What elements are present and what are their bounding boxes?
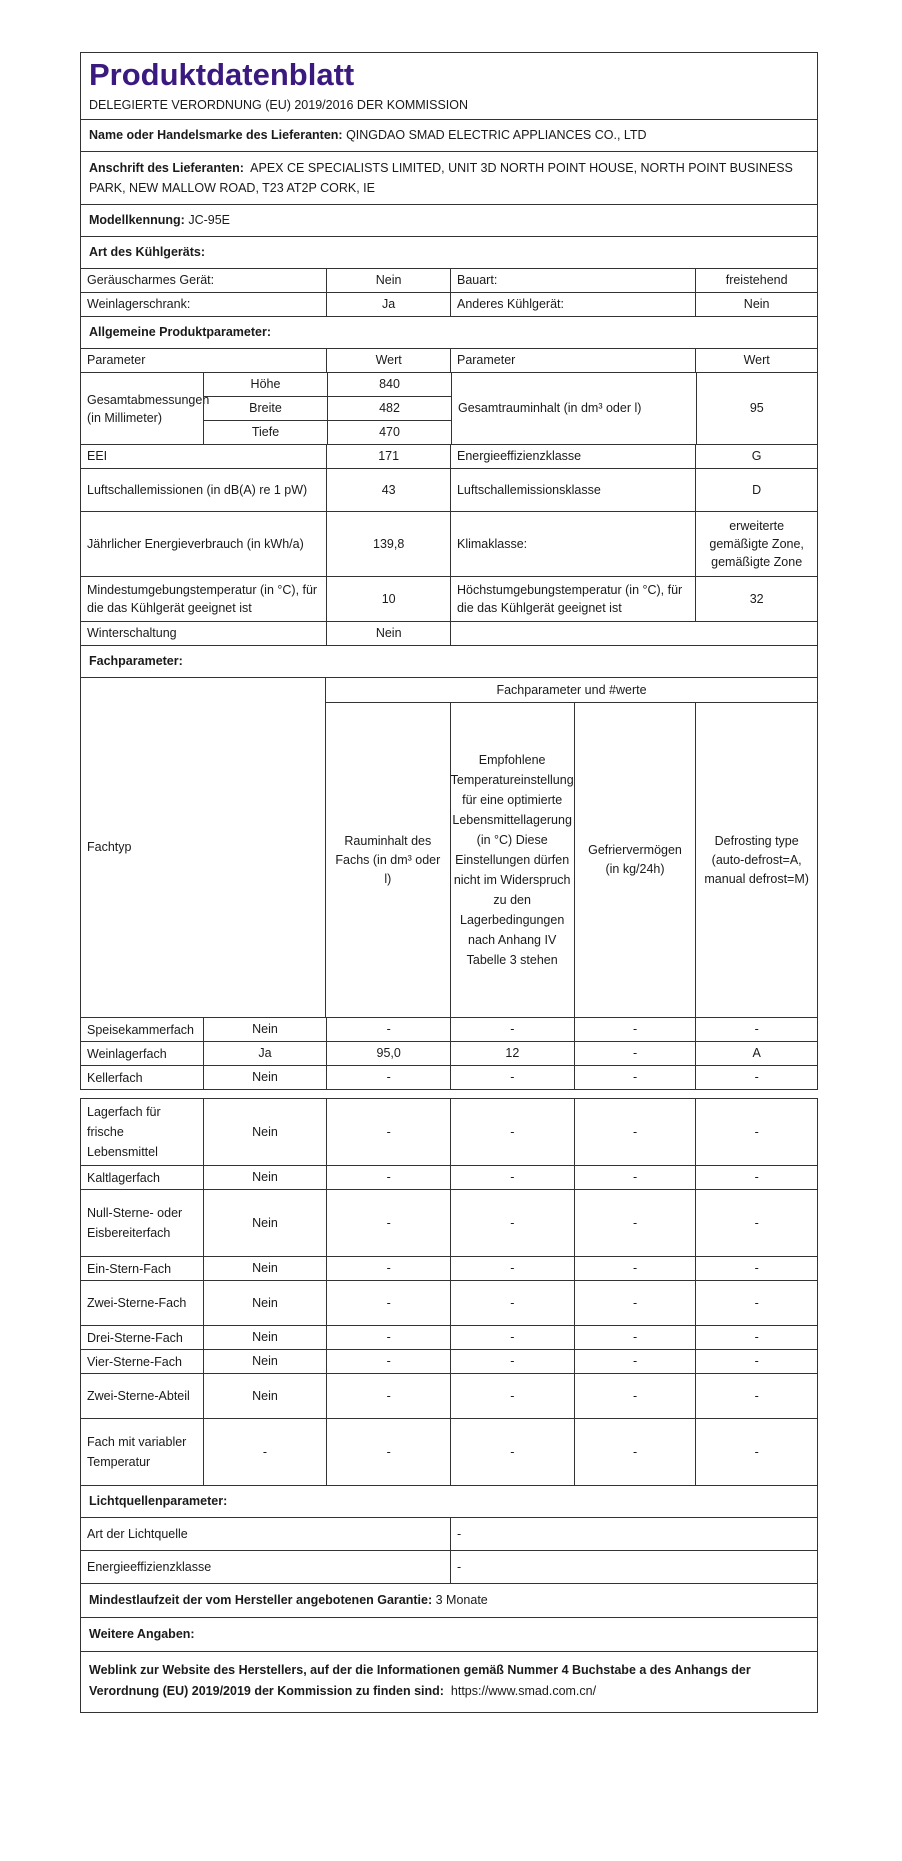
general-row [80,469,818,512]
compartment-defrost: - [695,1066,817,1089]
compartment-present: Nein [203,1374,327,1418]
compartment-volume: - [326,1099,450,1165]
compartment-present: Ja [203,1042,327,1065]
compartment-row [80,1374,818,1419]
compartment-temp: - [450,1281,574,1325]
appliance-value: Nein [695,293,817,316]
compartment-present: Nein [203,1066,327,1089]
product-datasheet [80,52,818,1713]
appliance-label: Geräuscharmes Gerät: [87,273,215,287]
compartment-name: Ein-Stern-Fach [87,1261,172,1276]
warranty-row [80,1584,818,1618]
compartment-volume: - [326,1257,450,1280]
total-volume-label: Gesamtrauminhalt (in dm³ oder l) [451,373,696,444]
appliance-label: Anderes Kühlgerät: [450,293,695,316]
compartment-name: Weinlagerfach [87,1046,167,1061]
model-row [80,205,818,237]
compartment-volume: - [326,1166,450,1189]
compartment-volume: - [326,1190,450,1256]
appliance-value: freistehend [695,269,817,292]
compartment-name: Vier-Sterne-Fach [87,1354,182,1369]
compartment-present: Nein [203,1281,327,1325]
compartment-defrost: A [695,1042,817,1065]
compartment-volume: - [326,1326,450,1349]
col-value: Wert [326,349,450,372]
compartment-defrost: - [695,1190,817,1256]
supplier-address-label: Anschrift des Lieferanten: [89,161,244,175]
col-volume: Rauminhalt des Fachs (in dm³ oder l) [335,833,441,886]
dimension-label: Höhe [203,373,327,396]
light-class-row [80,1551,818,1584]
compartment-row [80,1166,818,1190]
compartment-row [80,1190,818,1257]
warranty-value: 3 Monate [435,1593,488,1607]
compartment-rows-a [80,1018,818,1090]
compartment-row [80,1281,818,1326]
compartment-name: Kellerfach [87,1070,143,1085]
dimension-value: 470 [327,421,451,444]
compartment-freeze: - [574,1257,696,1280]
general-value: 43 [326,469,450,511]
compartment-temp: - [450,1257,574,1280]
compartments-header [80,678,818,1018]
col-temp: Empfohlene Temperatureinstellung für eine optimierte Lebensmittellagerung (in °C) Diese Einstellungen dürfen nicht im Widerspruch zu den Lagerbedingungen nach Anhang IV Tabelle 3 stehen [450,703,574,1017]
general-label: Klimaklasse: [450,512,695,576]
supplier-address-row [80,152,818,205]
compartment-volume: - [326,1419,450,1485]
appliance-type-heading: Art des Kühlgeräts: [80,237,818,269]
regulation-text: DELEGIERTE VERORDNUNG (EU) 2019/2016 DER KOMMISSION [89,98,469,112]
compartment-present: Nein [203,1166,327,1189]
compartment-present: Nein [203,1326,327,1349]
weblink-label: Weblink zur Website des Herstellers, auf der die Informationen gemäß Nummer 4 Buchstabe a des Anhangs der Verordnung (EU) 2019/2019 der Kommission zu finden sind: [89,1663,751,1698]
compartment-volume: - [326,1350,450,1373]
compartment-defrost: - [695,1419,817,1485]
total-volume-value: 95 [696,373,817,444]
title-block [80,52,818,120]
light-type-label: Art der Lichtquelle [87,1526,188,1541]
appliance-value: Ja [326,293,450,316]
dimension-value: 482 [327,397,451,420]
compartment-volume: - [326,1281,450,1325]
dimension-label: Breite [203,397,327,420]
supplier-name-value: QINGDAO SMAD ELECTRIC APPLIANCES CO., LTD [346,128,647,142]
compartment-row [80,1350,818,1374]
compartment-name: Speisekammerfach [87,1022,194,1037]
compartment-freeze: - [574,1326,696,1349]
compartment-row [80,1257,818,1281]
supplier-name-row [80,120,818,152]
compartment-freeze: - [574,1066,696,1089]
compartment-row [80,1419,818,1486]
compartment-present: Nein [203,1190,327,1256]
compartment-temp: - [450,1190,574,1256]
compartment-defrost: - [695,1374,817,1418]
general-label: Mindestumgebungstemperatur (in °C), für die das Kühlgerät geeignet ist [87,583,318,615]
compartment-volume: - [326,1374,450,1418]
compartment-defrost: - [695,1018,817,1041]
appliance-value: Nein [326,269,450,292]
compartment-defrost: - [695,1326,817,1349]
compartment-present: Nein [203,1257,327,1280]
general-value: erweiterte gemäßigte Zone, gemäßigte Zone [695,512,817,576]
winter-row [80,622,818,646]
compartment-name: Lagerfach für frische Lebensmittel [87,1105,161,1159]
compartment-row [80,1098,818,1166]
general-label: Höchstumgebungstemperatur (in °C), für die das Kühlgerät geeignet ist [450,577,695,621]
general-row [80,445,818,469]
compartment-volume: - [326,1018,450,1041]
compartment-temp: - [450,1350,574,1373]
col-freeze: Gefriervermögen (in kg/24h) [574,703,696,1017]
compartment-freeze: - [574,1419,696,1485]
compartment-defrost: - [695,1350,817,1373]
compartment-freeze: - [574,1374,696,1418]
compartment-name: Zwei-Sterne-Abteil [87,1389,190,1403]
light-type-row [80,1518,818,1551]
compartment-temp: - [450,1018,574,1041]
general-label: Energieeffizienzklasse [450,445,695,468]
winter-label: Winterschaltung [87,626,177,640]
col-parameter: Parameter [87,353,146,367]
light-heading: Lichtquellenparameter: [80,1486,818,1518]
compartment-freeze: - [574,1281,696,1325]
general-label: EEI [87,449,108,463]
compartment-freeze: - [574,1190,696,1256]
compartment-present: Nein [203,1350,327,1373]
col-parameter: Parameter [450,349,695,372]
compartment-temp: - [450,1099,574,1165]
compartment-freeze: - [574,1166,696,1189]
light-type-value: - [450,1518,817,1550]
general-label: Luftschallemissionen (in dB(A) re 1 pW) [87,483,308,497]
general-value: 32 [695,577,817,621]
compartment-temp: 12 [450,1042,574,1065]
appliance-type-row [80,269,818,293]
compartment-defrost: - [695,1166,817,1189]
compartment-row [80,1042,818,1066]
compartment-name: Kaltlagerfach [87,1170,160,1185]
appliance-type-row [80,293,818,317]
general-row [80,577,818,622]
general-value: G [695,445,817,468]
dimensions-block [80,373,818,445]
model-value: JC-95E [188,213,230,227]
compartment-defrost: - [695,1099,817,1165]
light-class-value: - [450,1551,817,1583]
model-label: Modellkennung: [89,213,185,227]
compartments-group-header: Fachparameter und #werte [496,682,647,697]
compartment-freeze: - [574,1018,696,1041]
general-value: 139,8 [326,512,450,576]
compartment-temp: - [450,1166,574,1189]
compartments-heading: Fachparameter: [80,646,818,678]
compartment-temp: - [450,1419,574,1485]
compartment-present: - [203,1419,327,1485]
dimension-label: Tiefe [203,421,327,444]
general-value: D [695,469,817,511]
general-row [80,512,818,577]
compartment-present: Nein [203,1018,327,1041]
winter-value: Nein [326,622,450,645]
supplier-address-value: APEX CE SPECIALISTS LIMITED, UNIT 3D NORTH POINT HOUSE, NORTH POINT BUSINESS PARK, NEW MALLOW ROAD, T23 AT2P CORK, IE [89,161,793,195]
compartment-row [80,1066,818,1090]
weblink-value[interactable]: https://www.smad.com.cn/ [450,1684,597,1698]
empty-cell [450,622,817,645]
general-value: 10 [326,577,450,621]
compartment-defrost: - [695,1257,817,1280]
compartment-row [80,1018,818,1042]
compartment-temp: - [450,1066,574,1089]
general-header-row [80,349,818,373]
compartment-volume: 95,0 [326,1042,450,1065]
table-gap [80,1090,818,1098]
compartment-row [80,1326,818,1350]
compartment-name: Drei-Sterne-Fach [87,1330,183,1345]
dimensions-label: Gesamtabmessungen (in Millimeter) [87,392,210,425]
general-label: Jährlicher Energieverbrauch (in kWh/a) [87,537,304,551]
appliance-label: Bauart: [450,269,695,292]
appliance-label: Weinlagerschrank: [87,297,191,311]
general-label: Luftschallemissionsklasse [450,469,695,511]
compartment-freeze: - [574,1099,696,1165]
page-title: Produktdatenblatt [89,57,355,92]
further-heading: Weitere Angaben: [80,1618,818,1652]
compartment-freeze: - [574,1350,696,1373]
general-value: 171 [326,445,450,468]
compartment-temp: - [450,1326,574,1349]
col-value: Wert [695,349,817,372]
col-fachtyp: Fachtyp [87,840,132,854]
compartment-name: Zwei-Sterne-Fach [87,1296,187,1310]
compartment-rows-b [80,1098,818,1486]
warranty-label: Mindestlaufzeit der vom Hersteller angebotenen Garantie: [89,1593,433,1607]
compartment-present: Nein [203,1099,327,1165]
compartment-temp: - [450,1374,574,1418]
weblink-row [80,1652,818,1713]
compartment-freeze: - [574,1042,696,1065]
compartment-volume: - [326,1066,450,1089]
light-class-label: Energieeffizienzklasse [87,1559,212,1574]
compartment-name: Fach mit variabler Temperatur [87,1435,187,1469]
col-defrost: Defrosting type (auto-defrost=A, manual defrost=M) [695,703,817,1017]
compartment-name: Null-Sterne- oder Eisbereiterfach [87,1206,183,1240]
compartment-defrost: - [695,1281,817,1325]
general-heading: Allgemeine Produktparameter: [80,317,818,349]
dimension-value: 840 [327,373,451,396]
supplier-name-label: Name oder Handelsmarke des Lieferanten: [89,128,343,142]
